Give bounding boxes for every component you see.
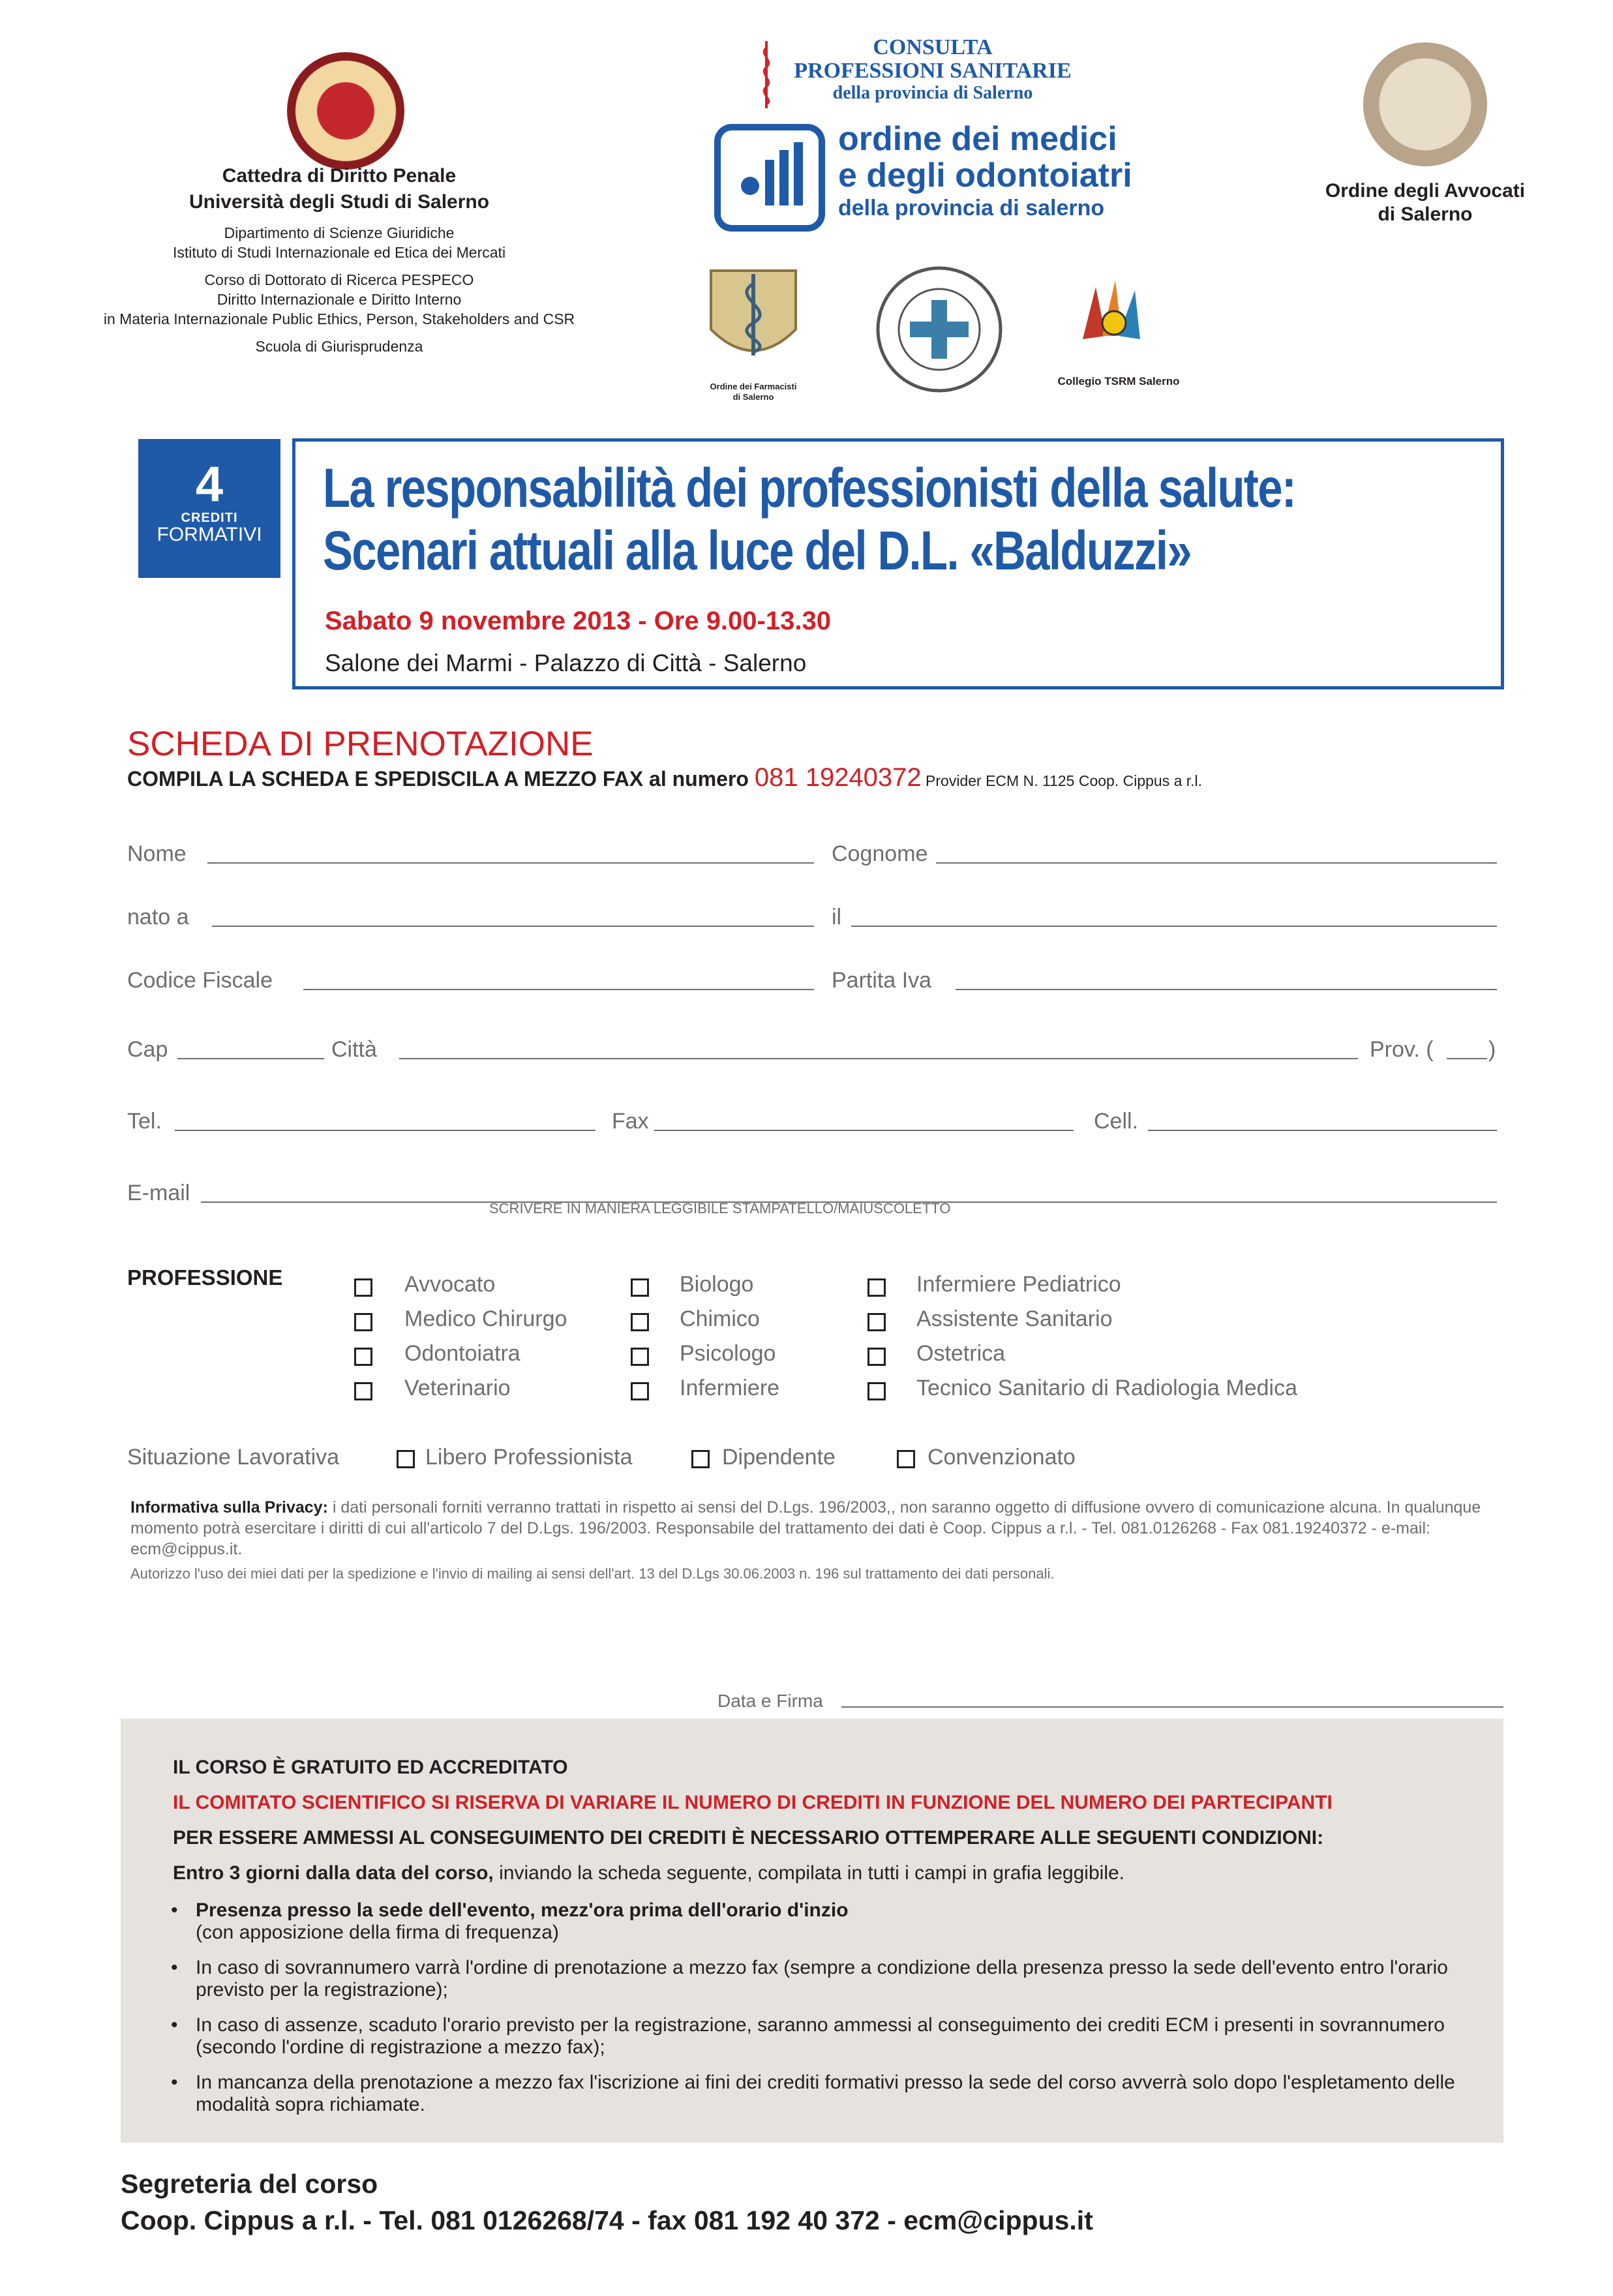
option-label: Avvocato <box>404 1272 496 1297</box>
nato-a-label: nato a <box>127 905 189 929</box>
avvocati-header <box>1291 179 1559 226</box>
signature-field[interactable] <box>841 1706 1503 1708</box>
consulta-line: della provincia di Salerno <box>832 83 1033 103</box>
tel-label: Tel. <box>127 1109 162 1134</box>
nome-field[interactable] <box>207 862 814 864</box>
header-line: in Materia Internazionale Public Ethics, Person, Stakeholders and CSR <box>103 310 575 327</box>
il-label: il <box>832 905 842 929</box>
info-rest: inviando la scheda seguente, compilata in tutti i campi in grafia leggibile. <box>493 1862 1125 1884</box>
credits-badge <box>138 439 280 578</box>
header-line: Scuola di Giurisprudenza <box>255 338 423 355</box>
writing-hint: SCRIVERE IN MANIERA LEGGIBILE STAMPATELLO/MAIUSCOLETTO <box>489 1200 951 1216</box>
codice-fiscale-field[interactable] <box>303 989 814 990</box>
fax-label: Fax <box>612 1109 649 1134</box>
professione-label: PROFESSIONE <box>127 1265 283 1290</box>
checkbox-odontoiatra[interactable] <box>354 1348 372 1366</box>
bullet-icon: • <box>171 1957 178 1978</box>
credits-label: CREDITI <box>181 511 238 525</box>
footer-line: Segreteria del corso <box>121 2169 378 2199</box>
header-line: Istituto di Studi Internazionale ed Etica dei Mercati <box>172 244 506 261</box>
option-label: Ostetrica <box>916 1341 1006 1366</box>
fax-number: 081 19240372 <box>754 763 922 792</box>
info-bold: Entro 3 giorni dalla data del corso, <box>173 1862 494 1884</box>
event-datetime: Sabato 9 novembre 2013 - Ore 9.00-13.30 <box>325 607 831 635</box>
instruction-text: COMPILA LA SCHEDA E SPEDISCILA A MEZZO FAX al numero <box>127 767 755 791</box>
citta-label: Città <box>331 1037 377 1062</box>
cap-label: Cap <box>127 1037 168 1062</box>
bullet-icon: • <box>171 1899 178 1921</box>
footer-secretariat <box>121 2166 1093 2239</box>
cap-field[interactable] <box>177 1058 324 1059</box>
prov-field[interactable] <box>1447 1058 1487 1059</box>
info-line-red: IL COMITATO SCIENTIFICO SI RISERVA DI VARIARE IL NUMERO DI CREDITI IN FUNZIONE DEL NUMERO DEI PARTECIPANTI <box>173 1792 1333 1813</box>
nato-a-field[interactable] <box>212 926 814 927</box>
option-label: Infermiere <box>680 1376 780 1400</box>
checkbox-veterinario[interactable] <box>354 1382 372 1400</box>
bullet-text: In caso di assenze, scaduto l'orario previsto per la registrazione, saranno ammessi al conseguimento dei crediti ECM i presenti in sovrannumero (secondo l'ordine di registrazione a mezzo fax); <box>196 2014 1445 2058</box>
title-line: La responsabilità dei professionisti della salute: <box>323 457 1296 519</box>
option-label: Dipendente <box>722 1445 836 1470</box>
avvocati-line: Ordine degli Avvocati <box>1325 180 1526 202</box>
bullet-text: In caso di sovrannumero varrà l'ordine di prenotazione a mezzo fax (sempre a condizione della presenza presso la sede dell'evento entro l'orario previsto per la registrazione); <box>196 1957 1448 2001</box>
prov-close-label: ) <box>1488 1037 1496 1062</box>
header-line: Università degli Studi di Salerno <box>188 191 490 213</box>
fax-field[interactable] <box>654 1130 1074 1131</box>
partita-iva-label: Partita Iva <box>832 968 932 993</box>
caption-line: di Salerno <box>732 392 774 402</box>
form-instruction <box>127 763 1202 793</box>
option-label: Chimico <box>680 1307 760 1331</box>
option-label: Convenzionato <box>927 1445 1076 1470</box>
cell-field[interactable] <box>1148 1130 1497 1131</box>
checkbox-tecnico-radiologia[interactable] <box>867 1382 886 1400</box>
consulta-header <box>750 36 1115 104</box>
header-line: Cattedra di Diritto Penale <box>222 165 457 187</box>
cognome-field[interactable] <box>936 862 1497 864</box>
option-label: Infermiere Pediatrico <box>916 1272 1121 1297</box>
caption-line: Ordine dei Farmacisti <box>710 382 797 391</box>
header-line: Diritto Internazionale e Diritto Interno <box>217 291 462 308</box>
checkbox-medico-chirurgo[interactable] <box>354 1313 372 1331</box>
header-line: Corso di Dottorato di Ricerca PESPECO <box>204 271 474 288</box>
event-venue: Salone dei Marmi - Palazzo di Città - Salerno <box>325 650 807 676</box>
event-title <box>323 457 1296 582</box>
bullet-rest: (con apposizione della firma di frequenza) <box>196 1922 559 1943</box>
tsrm-caption: Collegio TSRM Salerno <box>1057 375 1180 387</box>
omceo-logo-icon <box>714 124 825 232</box>
situazione-label: Situazione Lavorativa <box>127 1445 340 1470</box>
checkbox-ostetrica[interactable] <box>867 1348 886 1366</box>
title-line: Scenari attuali alla luce del D.L. «Balduzzi» <box>323 520 1192 581</box>
bullet-text: In mancanza della prenotazione a mezzo fax l'iscrizione ai fini dei crediti formativi presso la sede del corso avverrà solo dopo l'espletamento delle modalità sopra richiamate. <box>196 2072 1455 2115</box>
checkbox-psicologo[interactable] <box>631 1348 649 1366</box>
bullet-icon: • <box>171 2072 178 2093</box>
university-seal-logo <box>287 52 404 170</box>
veterinari-seal-icon <box>874 264 1004 395</box>
avvocati-seal-logo <box>1363 42 1487 166</box>
info-line: IL CORSO È GRATUITO ED ACCREDITATO <box>173 1757 568 1778</box>
form-heading: SCHEDA DI PRENOTAZIONE <box>127 725 594 763</box>
email-label: E-mail <box>127 1181 190 1205</box>
footer-line: Coop. Cippus a r.l. - Tel. 081 0126268/74 - fax 081 192 40 372 - ecm@cippus.it <box>121 2205 1093 2235</box>
option-label: Veterinario <box>404 1376 511 1400</box>
omceo-line: ordine dei medici <box>838 120 1117 158</box>
privacy-notice <box>130 1497 1500 1560</box>
option-label: Assistente Sanitario <box>916 1307 1113 1331</box>
prov-label: Prov. ( <box>1370 1037 1434 1062</box>
privacy-title: Informativa sulla Privacy: <box>130 1498 328 1517</box>
checkbox-libero-professionista[interactable] <box>397 1450 415 1468</box>
cell-label: Cell. <box>1094 1109 1139 1134</box>
checkbox-chimico[interactable] <box>631 1313 649 1331</box>
cognome-label: Cognome <box>832 841 928 866</box>
option-label: Biologo <box>680 1272 754 1297</box>
consulta-line: CONSULTA <box>873 35 993 59</box>
farmacisti-caption <box>691 382 815 402</box>
data-authorization: Autorizzo l'uso dei miei dati per la spedizione e l'invio di mailing ai sensi dell'art. 13 del D.Lgs 30.06.2003 n. 196 sul trattamento dei dati personali. <box>130 1565 1055 1582</box>
codice-fiscale-label: Codice Fiscale <box>127 968 273 993</box>
info-line: PER ESSERE AMMESSI AL CONSEGUIMENTO DEI CREDITI È NECESSARIO OTTEMPERARE ALLE SEGUENTI CONDIZIONI: <box>173 1827 1324 1849</box>
checkbox-biologo[interactable] <box>631 1278 649 1297</box>
partita-iva-field[interactable] <box>956 989 1497 990</box>
checkbox-infermiere[interactable] <box>631 1382 649 1400</box>
option-label: Psicologo <box>680 1341 776 1366</box>
header-line: Dipartimento di Scienze Giuridiche <box>224 224 455 241</box>
bullet-text <box>196 1899 1494 1944</box>
checkbox-infermiere-pediatrico[interactable] <box>867 1278 886 1297</box>
checkbox-convenzionato[interactable] <box>897 1450 915 1468</box>
credits-number: 4 <box>195 457 224 512</box>
tsrm-logo-icon <box>1076 274 1148 359</box>
option-label: Libero Professionista <box>425 1445 633 1470</box>
credits-label: FORMATIVI <box>157 524 262 545</box>
consulta-line: PROFESSIONI SANITARIE <box>794 59 1072 83</box>
provider-text: Provider ECM N. 1125 Coop. Cippus a r.l. <box>921 772 1203 789</box>
option-label: Odontoiatra <box>404 1341 520 1366</box>
il-field[interactable] <box>851 926 1497 927</box>
checkbox-assistente-sanitario[interactable] <box>867 1313 886 1331</box>
omceo-line: della provincia di salerno <box>838 196 1105 220</box>
citta-field[interactable] <box>399 1058 1358 1059</box>
avvocati-line: di Salerno <box>1378 204 1473 225</box>
farmacisti-seal-icon <box>704 258 802 372</box>
option-label: Medico Chirurgo <box>404 1307 567 1331</box>
info-line <box>173 1862 1124 1885</box>
bullet-bold: Presenza presso la sede dell'evento, mezz'ora prima dell'orario d'inzio <box>196 1899 849 1921</box>
university-header <box>59 163 620 356</box>
checkbox-avvocato[interactable] <box>354 1278 372 1297</box>
nome-label: Nome <box>127 841 187 866</box>
data-firma-label: Data e Firma <box>717 1691 823 1711</box>
tel-field[interactable] <box>175 1130 595 1131</box>
omceo-header <box>838 121 1177 222</box>
bullet-icon: • <box>171 2014 178 2036</box>
privacy-text: i dati personali forniti verranno trattati in rispetto ai sensi del D.Lgs. 196/2003,, non saranno oggetto di diffusione ovvero di comunicazione alcuna. In qualunque momento potrà esercitare i diritti di cui all'articolo 7 del D.Lgs. 196/2003. Responsabile del trattamento dei dati è Coop. Cippus a r.l. - Tel. 081.0126268 - Fax 081.19240372 - e-mail: ecm@cippus.it. <box>130 1498 1481 1558</box>
checkbox-dipendente[interactable] <box>691 1450 710 1468</box>
option-label: Tecnico Sanitario di Radiologia Medica <box>916 1376 1297 1400</box>
omceo-line: e degli odontoiatri <box>838 157 1132 194</box>
